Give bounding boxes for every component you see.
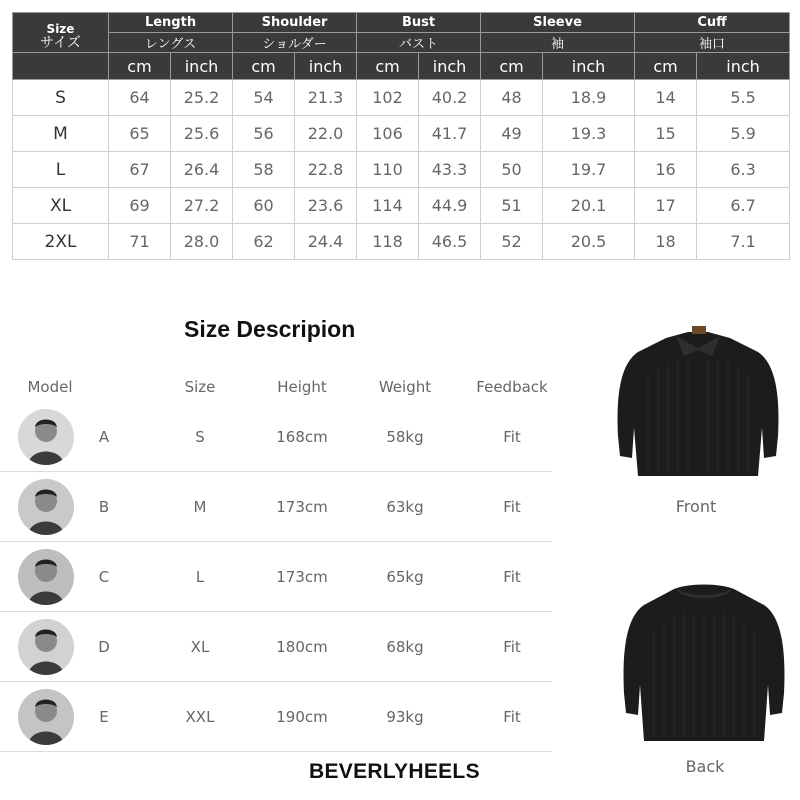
- size-description-title: Size Descripion: [184, 316, 356, 342]
- unit-inch: inch: [295, 53, 357, 80]
- model-height: 173cm: [276, 567, 328, 586]
- model-avatar: [18, 619, 74, 675]
- model-letter: B: [98, 497, 110, 516]
- model-size: M: [193, 497, 207, 516]
- unit-inch: inch: [543, 53, 635, 80]
- size-value-cell: 114: [357, 188, 419, 224]
- size-value-cell: 20.1: [543, 188, 635, 224]
- size-value-cell: 65: [109, 116, 171, 152]
- size-value-cell: 22.0: [295, 116, 357, 152]
- size-value-cell: 6.3: [697, 152, 790, 188]
- model-avatar: [18, 549, 74, 605]
- size-row: [13, 188, 790, 224]
- unit-spacer: [13, 53, 109, 80]
- size-value-cell: 44.9: [419, 188, 481, 224]
- size-chart-table: [12, 12, 790, 260]
- length-header: Length: [109, 13, 233, 33]
- unit-cm: cm: [635, 53, 697, 80]
- model-feedback: Fit: [503, 637, 521, 656]
- size-value-cell: 24.4: [295, 224, 357, 260]
- size-row: [13, 80, 790, 116]
- model-avatar: [18, 479, 74, 535]
- size-value-cell: 26.4: [171, 152, 233, 188]
- front-caption: Front: [675, 497, 717, 516]
- size-value-cell: 49: [481, 116, 543, 152]
- model-size: XL: [190, 637, 210, 656]
- model-weight: 58kg: [386, 427, 424, 446]
- length-header-jp: レングス: [109, 33, 233, 53]
- model-table-header: [0, 372, 552, 402]
- model-height: 168cm: [276, 427, 328, 446]
- model-size: L: [195, 567, 205, 586]
- sweater-back-image: [614, 575, 794, 745]
- size-value-cell: 23.6: [295, 188, 357, 224]
- size-value-cell: 7.1: [697, 224, 790, 260]
- size-row: [13, 152, 790, 188]
- size-value-cell: 60: [233, 188, 295, 224]
- size-value-cell: 18.9: [543, 80, 635, 116]
- model-height: 180cm: [276, 637, 328, 656]
- size-value-cell: 64: [109, 80, 171, 116]
- size-value-cell: 106: [357, 116, 419, 152]
- cuff-header-jp: 袖口: [635, 33, 790, 53]
- shoulder-header: Shoulder: [233, 13, 357, 33]
- size-value-cell: 110: [357, 152, 419, 188]
- size-value-cell: 43.3: [419, 152, 481, 188]
- size-row-label: S: [13, 80, 109, 116]
- size-value-cell: 25.6: [171, 116, 233, 152]
- model-weight: 93kg: [386, 707, 424, 726]
- size-value-cell: 46.5: [419, 224, 481, 260]
- model-row: [0, 472, 552, 542]
- model-feedback: Fit: [503, 707, 521, 726]
- size-header-en: Size: [46, 21, 75, 36]
- size-value-cell: 54: [233, 80, 295, 116]
- model-row: [0, 612, 552, 682]
- model-weight: 65kg: [386, 567, 424, 586]
- size-value-cell: 28.0: [171, 224, 233, 260]
- size-value-cell: 15: [635, 116, 697, 152]
- unit-cm: cm: [357, 53, 419, 80]
- sweater-front-image: [608, 316, 788, 486]
- shoulder-header-jp: ショルダー: [233, 33, 357, 53]
- brand-name: BEVERLYHEELS: [309, 760, 480, 783]
- size-value-cell: 48: [481, 80, 543, 116]
- size-value-cell: 41.7: [419, 116, 481, 152]
- model-letter: D: [98, 637, 110, 656]
- size-value-cell: 58: [233, 152, 295, 188]
- size-value-cell: 52: [481, 224, 543, 260]
- size-row-label: M: [13, 116, 109, 152]
- size-value-cell: 102: [357, 80, 419, 116]
- bust-header-jp: バスト: [357, 33, 481, 53]
- size-value-cell: 56: [233, 116, 295, 152]
- model-weight: 68kg: [386, 637, 424, 656]
- unit-cm: cm: [233, 53, 295, 80]
- model-row: [0, 402, 552, 472]
- model-row: [0, 542, 552, 612]
- model-height: 173cm: [276, 497, 328, 516]
- size-value-cell: 118: [357, 224, 419, 260]
- size-value-cell: 16: [635, 152, 697, 188]
- model-avatar: [18, 689, 74, 745]
- size-value-cell: 71: [109, 224, 171, 260]
- cuff-header: Cuff: [635, 13, 790, 33]
- size-value-cell: 69: [109, 188, 171, 224]
- size-value-cell: 14: [635, 80, 697, 116]
- size-value-cell: 62: [233, 224, 295, 260]
- model-column-header: Model: [27, 378, 73, 396]
- size-value-cell: 5.5: [697, 80, 790, 116]
- sleeve-header: Sleeve: [481, 13, 635, 33]
- feedback-column-header: Feedback: [476, 378, 548, 396]
- size-row-label: XL: [13, 188, 109, 224]
- unit-inch: inch: [171, 53, 233, 80]
- size-row-label: L: [13, 152, 109, 188]
- model-feedback: Fit: [503, 427, 521, 446]
- size-value-cell: 19.7: [543, 152, 635, 188]
- unit-inch: inch: [697, 53, 790, 80]
- model-row: [0, 682, 552, 752]
- model-height: 190cm: [276, 707, 328, 726]
- sleeve-header-jp: 袖: [481, 33, 635, 53]
- size-row-label: 2XL: [13, 224, 109, 260]
- size-row: [13, 224, 790, 260]
- size-column-header: Size: [184, 378, 216, 396]
- model-feedback: Fit: [503, 497, 521, 516]
- size-value-cell: 22.8: [295, 152, 357, 188]
- model-letter: C: [98, 567, 110, 586]
- unit-inch: inch: [419, 53, 481, 80]
- size-value-cell: 17: [635, 188, 697, 224]
- model-feedback: Fit: [503, 567, 521, 586]
- size-value-cell: 5.9: [697, 116, 790, 152]
- size-value-cell: 6.7: [697, 188, 790, 224]
- weight-column-header: Weight: [378, 378, 432, 396]
- size-value-cell: 40.2: [419, 80, 481, 116]
- size-value-cell: 20.5: [543, 224, 635, 260]
- size-value-cell: 27.2: [171, 188, 233, 224]
- model-size: S: [195, 427, 205, 446]
- size-value-cell: 25.2: [171, 80, 233, 116]
- unit-cm: cm: [481, 53, 543, 80]
- model-size: XXL: [185, 707, 215, 726]
- size-value-cell: 51: [481, 188, 543, 224]
- height-column-header: Height: [277, 378, 327, 396]
- unit-cm: cm: [109, 53, 171, 80]
- size-row: [13, 116, 790, 152]
- model-table: [0, 372, 552, 752]
- bust-header: Bust: [357, 13, 481, 33]
- size-value-cell: 18: [635, 224, 697, 260]
- model-weight: 63kg: [386, 497, 424, 516]
- back-caption: Back: [685, 757, 725, 776]
- model-letter: E: [99, 707, 109, 726]
- size-header-jp: サイズ: [40, 34, 81, 51]
- model-letter: A: [98, 427, 110, 446]
- model-avatar: [18, 409, 74, 465]
- size-value-cell: 50: [481, 152, 543, 188]
- size-value-cell: 19.3: [543, 116, 635, 152]
- size-value-cell: 21.3: [295, 80, 357, 116]
- size-value-cell: 67: [109, 152, 171, 188]
- size-header-cell: [13, 13, 109, 53]
